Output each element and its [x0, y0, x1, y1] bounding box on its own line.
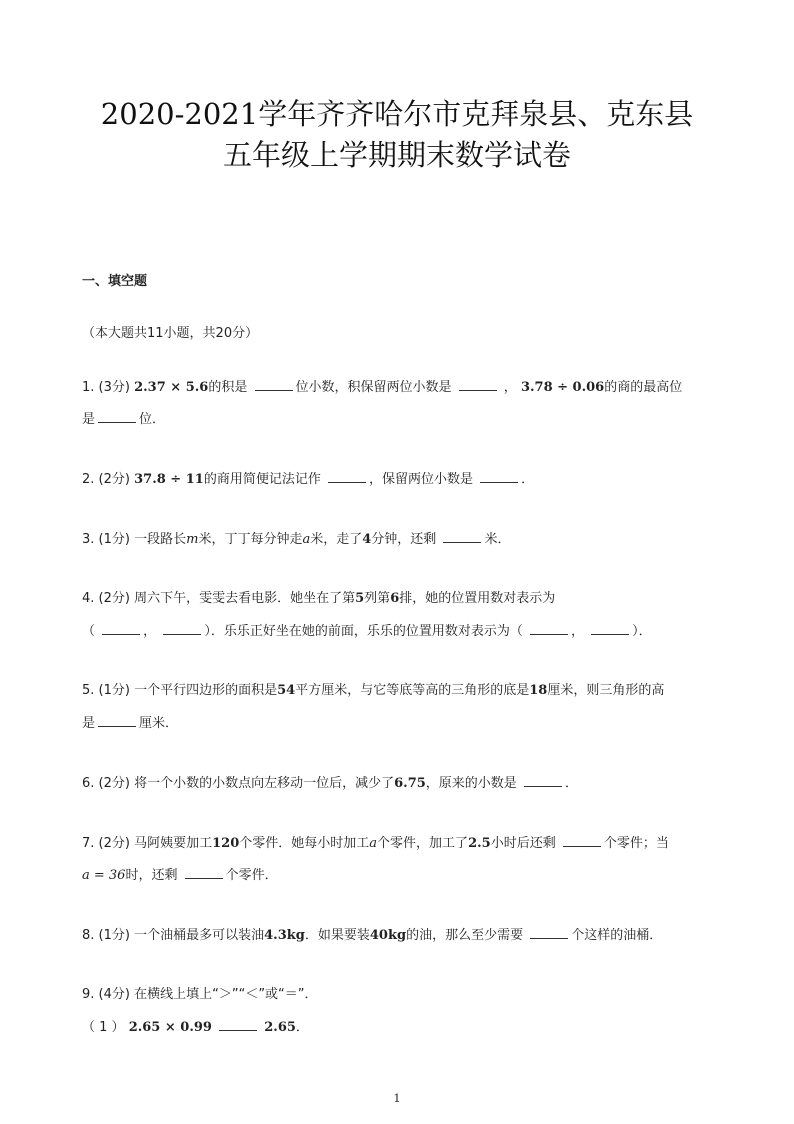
answer-blank[interactable] — [459, 378, 497, 391]
question-4-line2: （ ， ）．乐乐正好坐在她的前面，乐乐的位置用数对表示为（ ， ）． — [82, 624, 652, 639]
question-5-line1: 5. (1分) 一个平行四边形的面积是54平方厘米，与它等底等高的三角形的底是18厘米，则三角形的高 — [82, 683, 665, 698]
paper-title-line2: 五年级上学期期末数学试卷 — [222, 138, 571, 172]
question-1-line2: 是 位． — [82, 412, 166, 427]
answer-blank[interactable] — [530, 622, 568, 635]
answer-blank[interactable] — [530, 926, 568, 939]
question-8: 8. (1分) 一个油桶最多可以装油4.3kg．如果要装40kg的油，那么至少需要 个这样的油桶． — [82, 928, 663, 943]
answer-blank[interactable] — [480, 470, 518, 483]
answer-blank[interactable] — [563, 834, 601, 847]
answer-blank[interactable] — [185, 866, 223, 879]
question-7-line2: a = 36时，还剩 个零件． — [82, 868, 278, 883]
answer-blank[interactable] — [524, 774, 562, 787]
question-2: 2. (2分) 37.8 ÷ 11的商用简便记法记作 ，保留两位小数是 ． — [82, 472, 535, 487]
answer-blank[interactable] — [163, 622, 201, 635]
answer-blank[interactable] — [255, 378, 293, 391]
page-number: 1 — [393, 1092, 401, 1105]
question-5-line2: 是 厘米． — [82, 716, 179, 731]
answer-blank[interactable] — [98, 410, 136, 423]
question-1-line1: 1. (3分) 2.37 × 5.6的积是 位小数，积保留两位小数是 ， 3.78 ÷ 0.06的商的最高位 — [82, 380, 683, 395]
answer-blank[interactable] — [591, 622, 629, 635]
question-9: 9. (4分) 在横线上填上“＞”“＜”或“＝”． — [82, 987, 318, 1002]
question-9-sub1: （ 1 ） 2.65 × 0.99 2.65． — [82, 1020, 309, 1035]
answer-blank[interactable] — [443, 530, 481, 543]
section-info: （本大题共11小题，共20分） — [82, 326, 259, 341]
answer-blank[interactable] — [219, 1018, 257, 1031]
paper-title-line1: 2020-2021学年齐齐哈尔市克拜泉县、克东县 — [100, 97, 694, 131]
question-3: 3. (1分) 一段路长m米，丁丁每分钟走a米，走了4分钟，还剩 米． — [82, 532, 511, 547]
question-6: 6. (2分) 将一个小数的小数点向左移动一位后，减少了6.75，原来的小数是 ． — [82, 776, 578, 791]
question-4-line1: 4. (2分) 周六下午，雯雯去看电影．她坐在了第5列第6排，她的位置用数对表示为 — [82, 591, 556, 606]
section-heading: 一、填空题 — [82, 274, 148, 289]
question-7-line1: 7. (2分) 马阿姨要加工120个零件．她每小时加工a个零件，加工了2.5小时后还剩 个零件；当 — [82, 836, 669, 851]
answer-blank[interactable] — [98, 714, 136, 727]
answer-blank[interactable] — [328, 470, 366, 483]
answer-blank[interactable] — [102, 622, 140, 635]
